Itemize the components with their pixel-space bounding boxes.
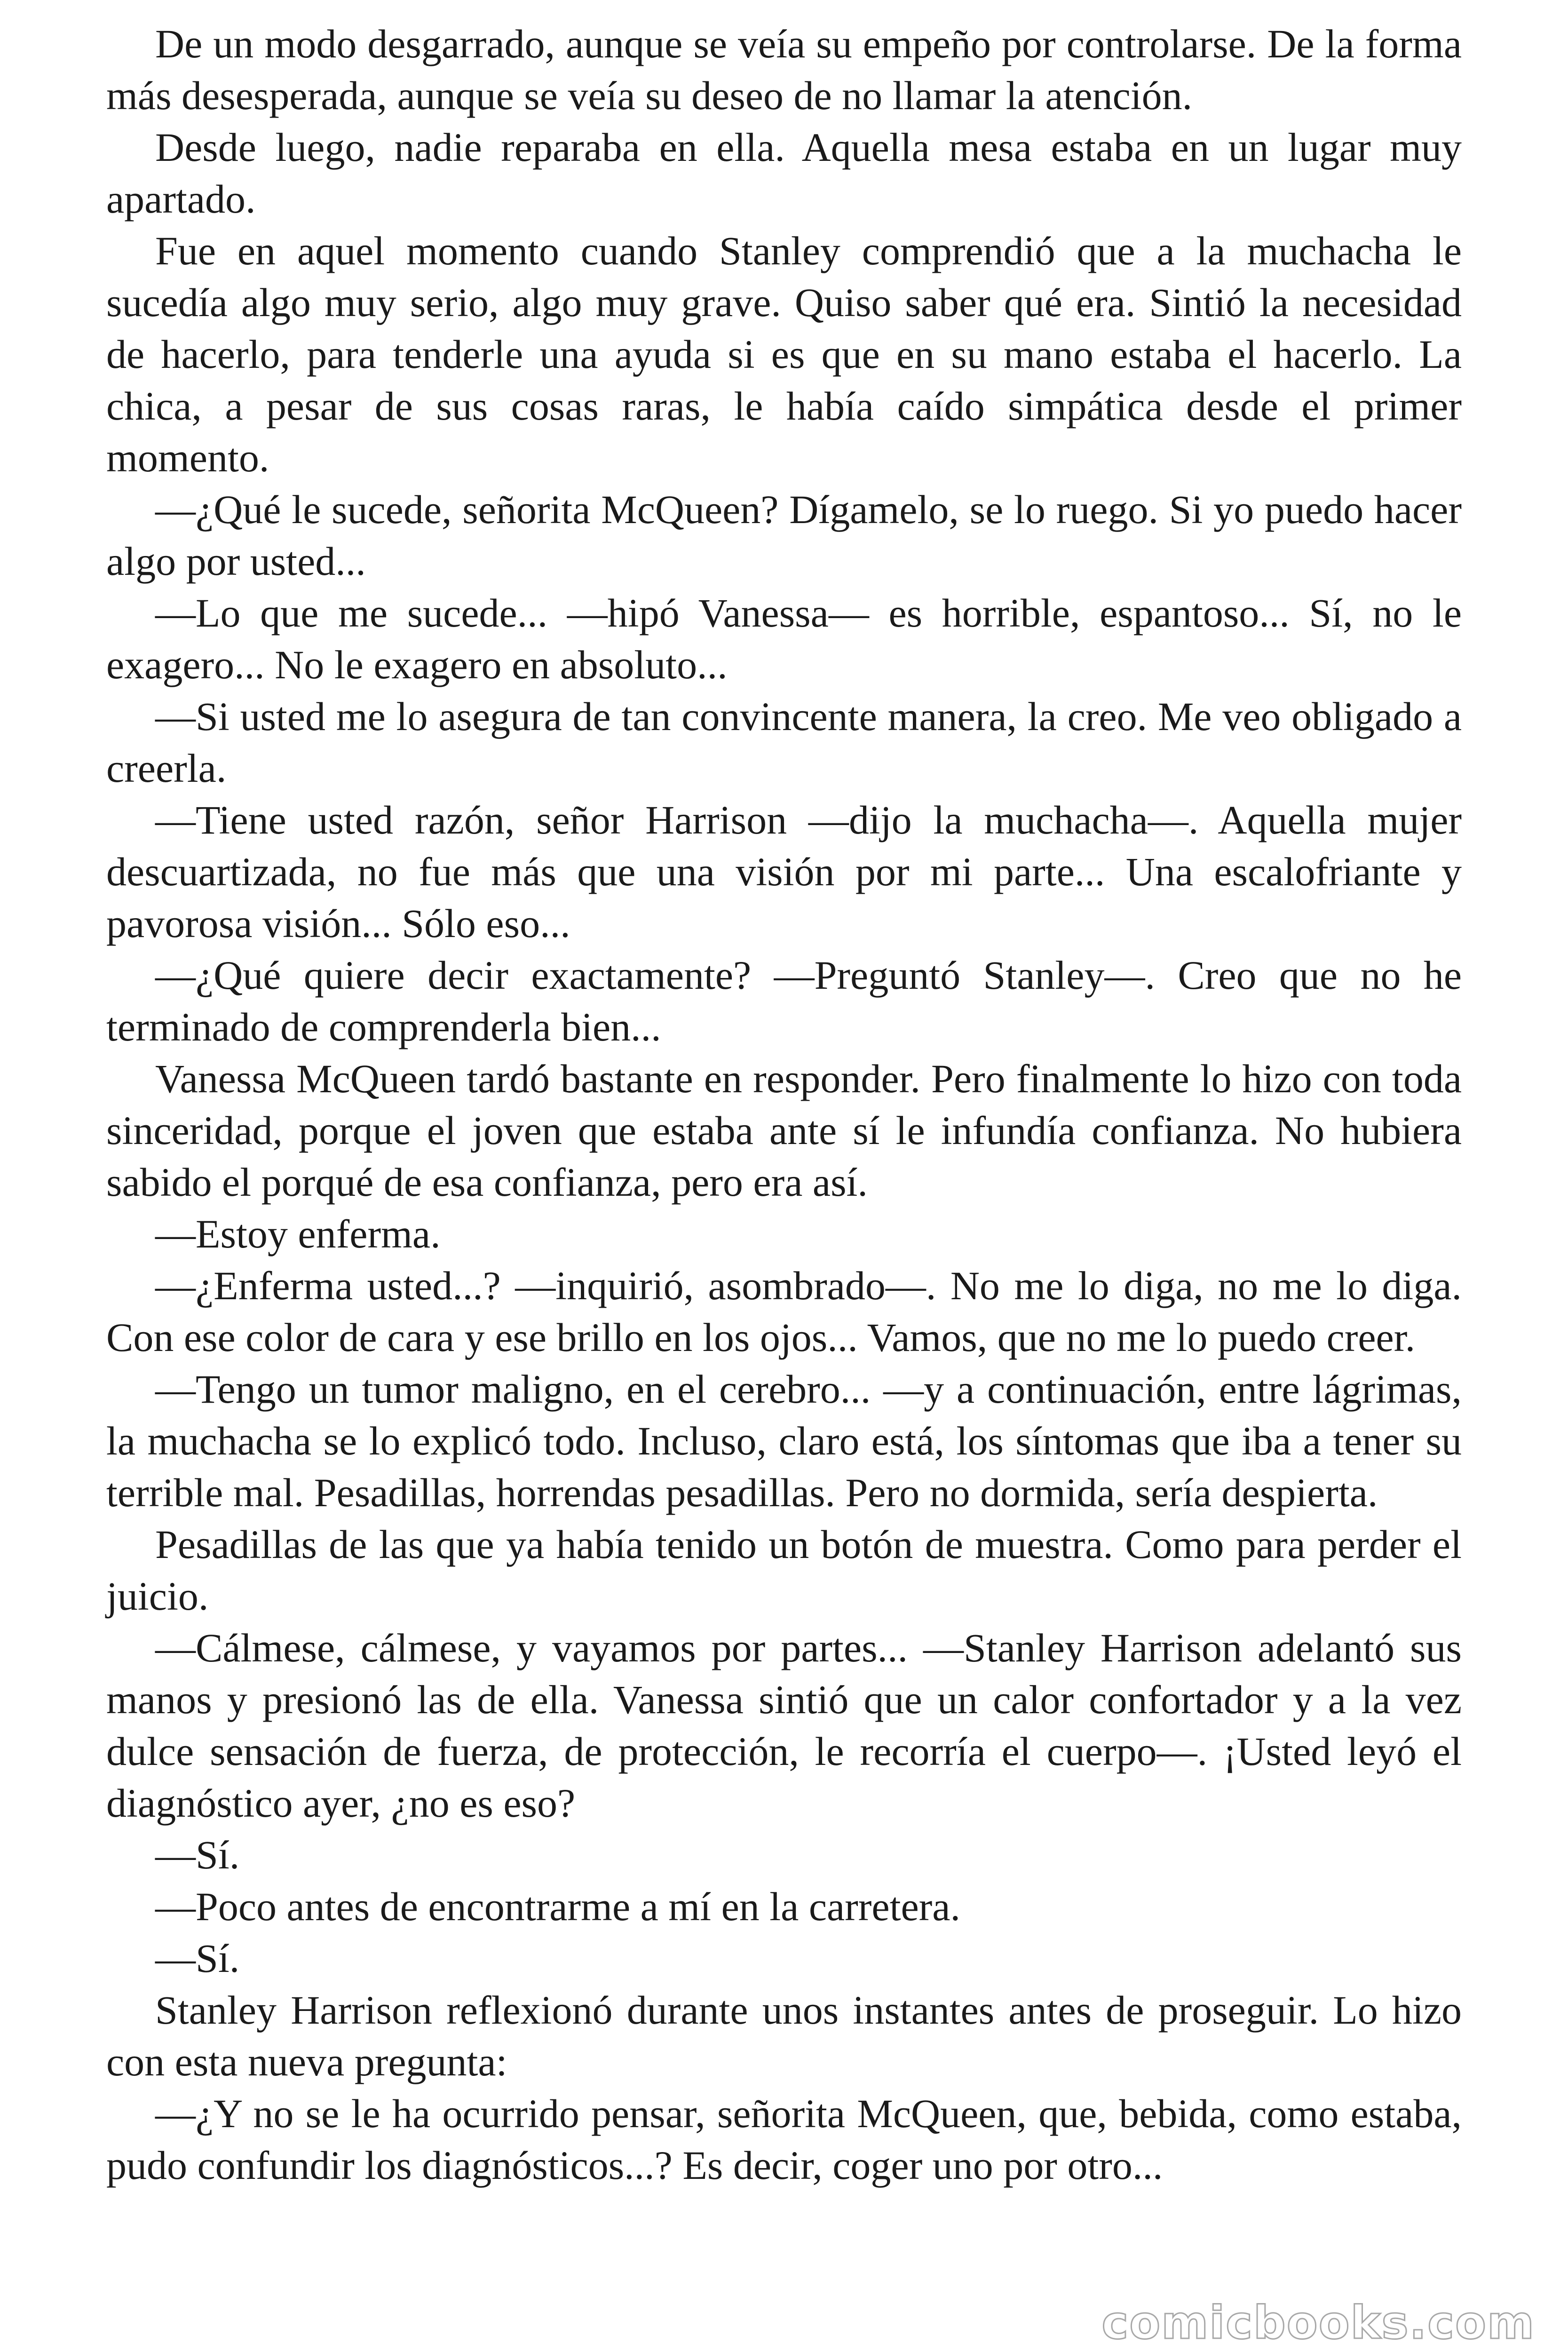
paragraph: Desde luego, nadie reparaba en ella. Aquella mesa estaba en un lugar muy apartado. <box>106 125 1462 222</box>
paragraph: —Cálmese, cálmese, y vayamos por partes... —Stanley Harrison adelantó sus manos y presionó las de ella. Vanessa sintió que un calor confortador y a la vez dulce sensación de fuerza, de protección, le recorría el cuerpo—. ¡Usted leyó el diagnóstico ayer, ¿no es eso? <box>106 1625 1462 1826</box>
book-page <box>106 18 1462 2191</box>
paragraph: Pesadillas de las que ya había tenido un botón de muestra. Como para perder el juicio. <box>106 1522 1462 1619</box>
paragraph: —¿Qué le sucede, señorita McQueen? Dígamelo, se lo ruego. Si yo puedo hacer algo por usted... <box>106 487 1462 584</box>
paragraph: —Poco antes de encontrarme a mí en la carretera. <box>155 1884 960 1929</box>
paragraph: —Tengo un tumor maligno, en el cerebro... —y a continuación, entre lágrimas, la muchacha se lo explicó todo. Incluso, claro está, los síntomas que iba a tener su terrible mal. Pesadillas, horrendas pesadillas. Pero no dormida, sería despierta. <box>106 1367 1462 1515</box>
paragraph: Stanley Harrison reflexionó durante unos instantes antes de proseguir. Lo hizo con esta nueva pregunta: <box>106 1987 1462 2084</box>
paragraph: —Sí. <box>155 1936 240 1981</box>
paragraph: —Estoy enferma. <box>155 1211 441 1256</box>
watermark: comicbooks.com <box>1101 2296 1535 2349</box>
paragraph: —¿Enferma usted...? —inquirió, asombrado—. No me lo diga, no me lo diga. Con ese color de cara y ese brillo en los ojos... Vamos, que no me lo puedo creer. <box>106 1263 1462 1360</box>
paragraph: Fue en aquel momento cuando Stanley comprendió que a la muchacha le sucedía algo muy serio, algo muy grave. Quiso saber qué era. Sintió la necesidad de hacerlo, para tenderle una ayuda si es que en su mano estaba el hacerlo. La chica, a pesar de sus cosas raras, le había caído simpática desde el primer momento. <box>106 228 1462 480</box>
paragraph: De un modo desgarrado, aunque se veía su empeño por controlarse. De la forma más desesperada, aunque se veía su deseo de no llamar la atención. <box>106 21 1462 118</box>
paragraph: —Lo que me sucede... —hipó Vanessa— es horrible, espantoso... Sí, no le exagero... No le exagero en absoluto... <box>106 590 1462 687</box>
paragraph: —¿Y no se le ha ocurrido pensar, señorita McQueen, que, bebida, como estaba, pudo confundir los diagnósticos...? Es decir, coger uno por otro... <box>106 2091 1462 2188</box>
paragraph: —¿Qué quiere decir exactamente? —Preguntó Stanley—. Creo que no he terminado de comprenderla bien... <box>106 953 1462 1049</box>
paragraph: —Tiene usted razón, señor Harrison —dijo la muchacha—. Aquella mujer descuartizada, no fue más que una visión por mi parte... Una escalofriante y pavorosa visión... Sólo eso... <box>106 797 1462 946</box>
paragraph: Vanessa McQueen tardó bastante en responder. Pero finalmente lo hizo con toda sinceridad, porque el joven que estaba ante sí le infundía confianza. No hubiera sabido el porqué de esa confianza, pero era así. <box>106 1056 1462 1205</box>
paragraph: —Si usted me lo asegura de tan convincente manera, la creo. Me veo obligado a creerla. <box>106 694 1462 791</box>
paragraph: —Sí. <box>155 1832 240 1877</box>
